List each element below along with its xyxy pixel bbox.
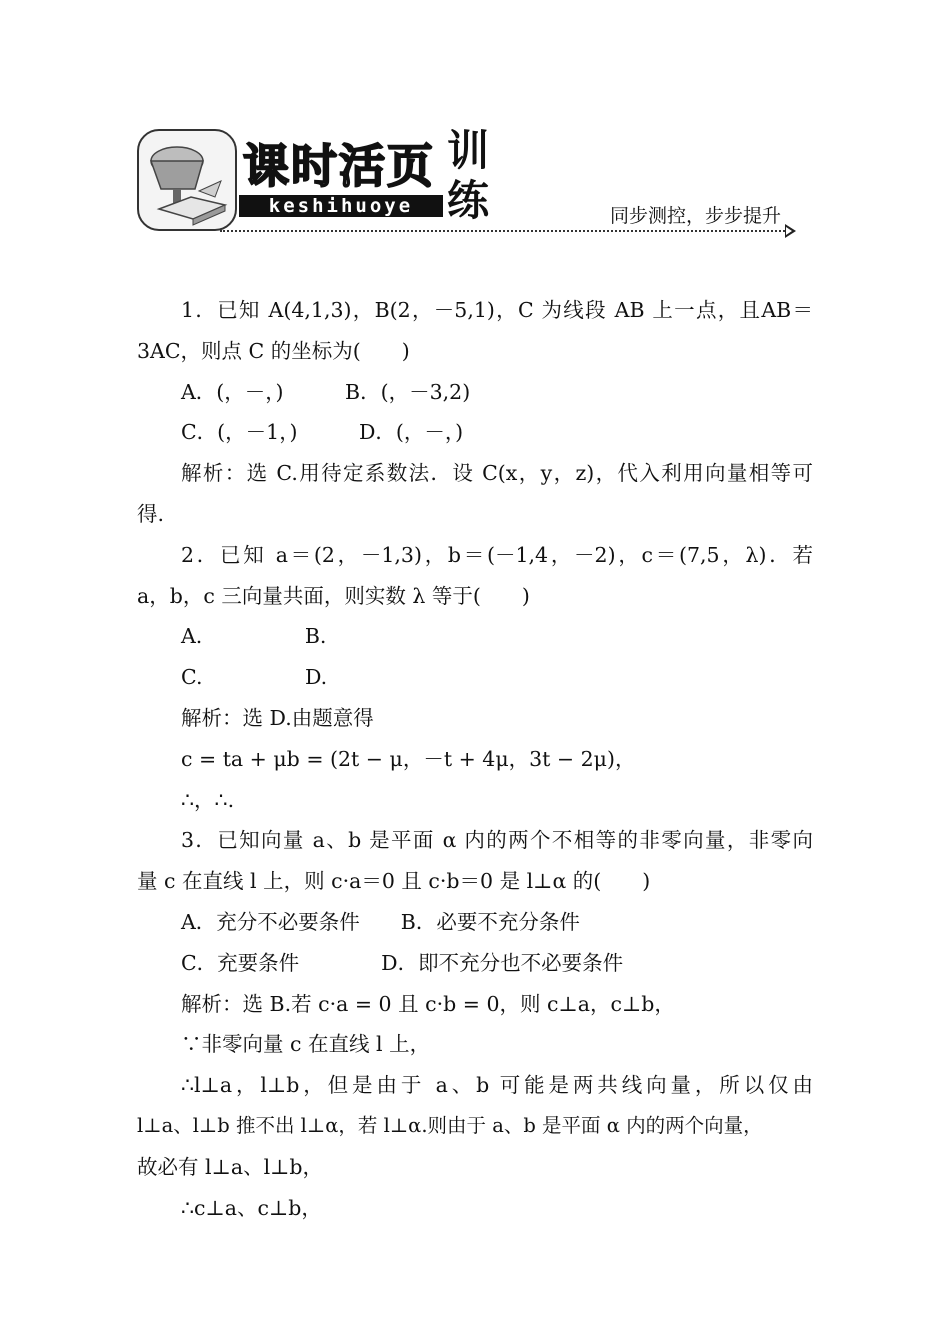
q2-options-cd: C. D. (181, 665, 328, 690)
arrow-right-icon-inner (786, 227, 792, 235)
q3-options-cd: C．充要条件 D．即不充分也不必要条件 (181, 950, 624, 975)
q1-solution-line-2: 得. (137, 501, 165, 526)
q2-solution-line-1: 解析：选 D.由题意得 (181, 705, 374, 730)
exercise-content (137, 290, 813, 1228)
header-title-lian: 练 (447, 176, 490, 225)
q3-solution-line-1: 解析：选 B.若 c·a = 0 且 c·b = 0，则 c⊥a，c⊥b， (181, 991, 675, 1016)
q3-line-1: 3．已知向量 a、b 是平面 α 内的两个不相等的非零向量，非零向 (181, 828, 813, 853)
page-header (135, 125, 805, 240)
q3-solution-line-5: 故必有 l⊥a、l⊥b， (137, 1154, 324, 1179)
header-title-pinyin: keshihuoye (239, 195, 443, 217)
header-title-xun: 训 (447, 126, 490, 175)
q3-solution-line-6: ∴c⊥a、c⊥b， (181, 1195, 322, 1220)
q1-line-1: 1．已知 A(4,1,3)，B(2，－5,1)，C 为线段 AB 上一点，且AB＝ (181, 298, 813, 322)
lamp-book-logo (137, 129, 237, 231)
q3-solution-line-2: ∵非零向量 c 在直线 l 上， (181, 1032, 431, 1057)
q1-line-2: 3AC，则点 C 的坐标为( ) (137, 338, 410, 363)
q3-solution-line-4: l⊥a、l⊥b 推不出 l⊥α，若 l⊥α.则由于 a、b 是平面 α 内的两个向量， (137, 1113, 763, 1137)
q2-line-1: 2．已知 a＝(2，－1,3)，b＝(－1,4，－2)，c＝(7,5，λ)．若 (181, 542, 813, 567)
header-dotted-rule (220, 230, 785, 232)
q3-solution-line-3: ∴l⊥a，l⊥b，但是由于 a、b 可能是两共线向量，所以仅由 (181, 1073, 813, 1098)
q2-options-ab: A. B. (181, 624, 327, 649)
q3-line-2: 量 c 在直线 l 上，则 c·a＝0 且 c·b＝0 是 l⊥α 的( ) (137, 869, 651, 894)
q1-options-ab: A．(，－，) B．(，－3,2) (181, 379, 471, 404)
q1-solution-line-1: 解析：选 C.用待定系数法．设 C(x，y，z)，代入利用向量相等可 (181, 461, 813, 486)
q3-options-ab: A．充分不必要条件 B．必要不充分条件 (181, 909, 580, 934)
q2-solution-therefore: ∴，∴. (181, 787, 235, 812)
q2-line-2: a，b，c 三向量共面，则实数 λ 等于( ) (137, 583, 530, 608)
q2-solution-formula: c = ta + μb = (2t − μ，－t + 4μ，3t − 2μ)， (181, 746, 636, 771)
header-title-chars: 课时活页 (243, 139, 435, 193)
header-slogan: 同步测控，步步提升 (610, 205, 782, 227)
q1-options-cd: C．(，－1，) D．(，－，) (181, 420, 464, 445)
